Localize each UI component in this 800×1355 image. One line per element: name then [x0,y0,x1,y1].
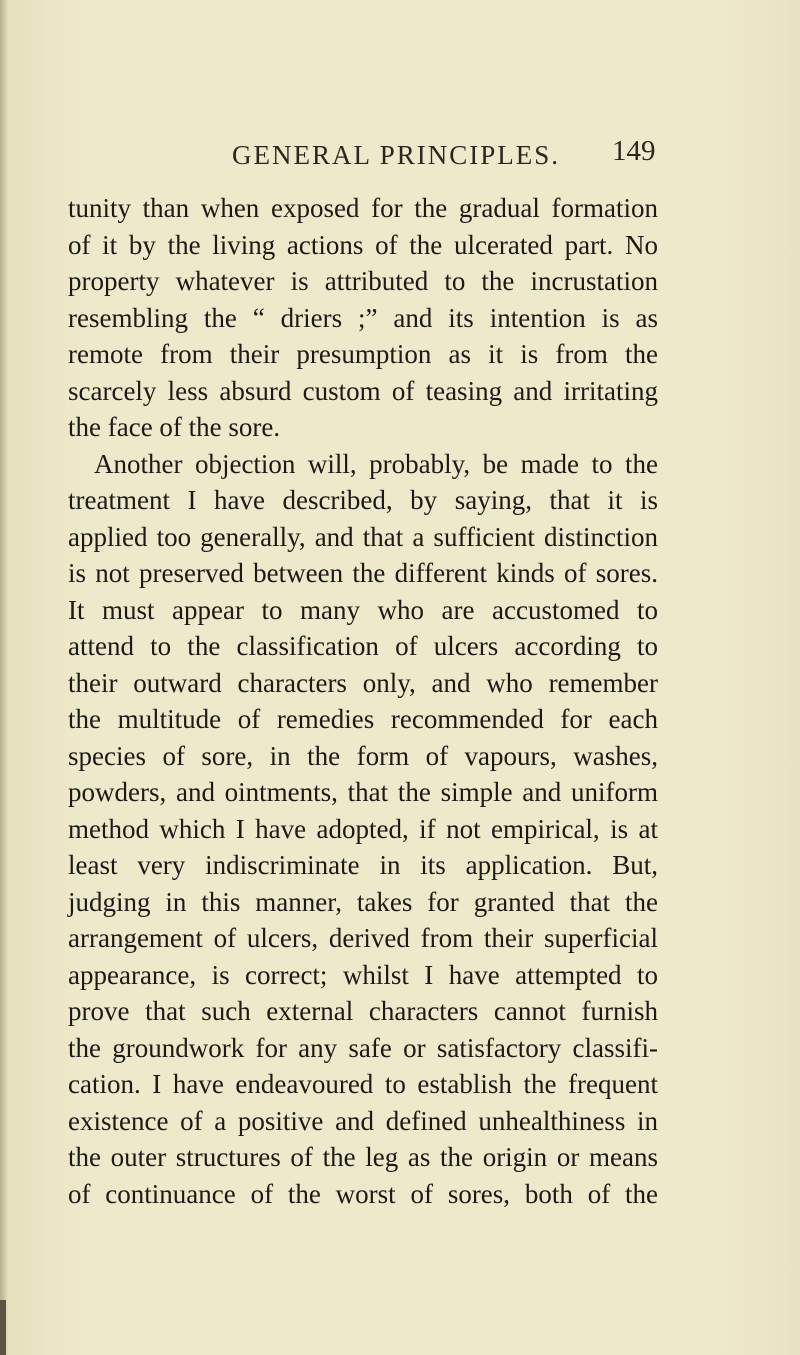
text-line: is not preserved between the different kinds of sores. [68,558,658,588]
text-line: species of sore, in the form of vapours, washes, [68,740,658,771]
text-line: of it by the living actions of the ulcerated part. No [68,229,658,260]
text-line: their outward characters only, and who remember [68,667,658,698]
text-line: resembling the “ driers ;” and its intention is as [68,302,658,333]
text-line: the multitude of remedies recommended for each [68,704,658,734]
text-line: appearance, is correct; whilst I have attempted to [68,959,658,990]
text-line: the outer structures of the leg as the origin or means [68,1142,658,1172]
text-line: applied too generally, and that a sufficient distinction [68,521,658,552]
text-line: remote from their presumption as it is from the [68,339,658,369]
page-gutter-shadow [0,0,8,1355]
text-line: arrangement of ulcers, derived from their superficial [68,923,658,953]
running-head: GENERAL PRINCIPLES. [232,140,561,170]
text-line: powders, and ointments, that the simple and uniform [68,777,658,807]
text-line: treatment I have described, by saying, that it is [68,485,658,515]
text-line: the face of the sore. [68,412,281,442]
text-line: Another objection will, probably, be made to the [94,448,658,479]
page-edge-mark [0,1300,6,1355]
text-line: cation. I have endeavoured to establish the frequent [68,1069,658,1099]
text-line: It must appear to many who are accustomed to [68,594,658,625]
text-line: judging in this manner, takes for granted that the [68,886,658,917]
page-number: 149 [612,135,656,167]
text-line: the groundwork for any safe or satisfactory classifi- [68,1032,658,1063]
text-line: least very indiscriminate in its application. But, [68,850,658,880]
text-line: scarcely less absurd custom of teasing and irritating [68,375,658,406]
text-line: method which I have adopted, if not empirical, is at [68,813,658,844]
text-line: existence of a positive and defined unhealthiness in [68,1105,658,1136]
body-text [68,190,658,1212]
text-line: property whatever is attributed to the incrustation [68,266,658,296]
text-line: prove that such external characters cannot furnish [68,996,658,1026]
text-line: of continuance of the worst of sores, both of the [68,1178,658,1209]
text-line: attend to the classification of ulcers according to [68,631,658,661]
text-line: tunity than when exposed for the gradual formation [68,193,658,223]
